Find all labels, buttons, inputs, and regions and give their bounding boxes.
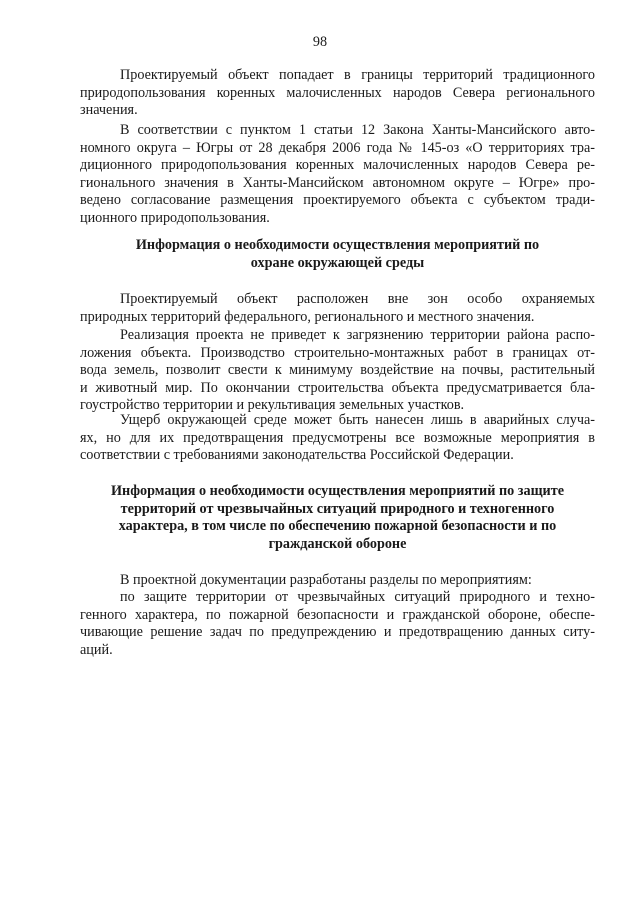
text-line: ционного природопользования. [80,209,270,226]
text-line: номного округа – Югры от 28 декабря 2006 года № 145-оз «О территориях тра- [80,139,595,156]
heading-line: гражданской обороне [268,535,407,552]
page-number: 98 [312,34,328,50]
heading-emergency-protection [80,483,595,553]
text-line: В соответствии с пунктом 1 статьи 12 Закона Ханты-Мансийского авто- [120,122,595,138]
text-line: В проектной документации разработаны разделы по мероприятиям: [120,572,532,588]
text-line: Проектируемый объект попадает в границы территорий традиционного [120,67,595,83]
text-line: гионального значения в Ханты-Мансийском автономном округе – Югре» про- [80,174,595,191]
text-line: ях, но для их предотвращения предусмотрены все возможные мероприятия в [80,429,595,446]
text-line: ложения объекта. Производство строительно-монтажных работ в границах от- [80,344,595,361]
text-line: Реализация проекта не приведет к загрязнению территории района распо- [120,327,595,343]
text-line: Проектируемый объект расположен вне зон особо охраняемых [120,291,595,307]
text-line: Ущерб окружающей среде может быть нанесен лишь в аварийных случа- [120,412,595,428]
text-line: диционного природопользования коренных малочисленных народов Севера ре- [80,157,595,173]
text-line: значения. [80,102,138,118]
text-line: вода земель, позволит свести к минимуму воздействие на почвы, растительный [80,362,595,378]
text-line: ведено согласование размещения проектируемого объекта с субъектом тради- [80,192,595,208]
text-line: соответствии с требованиями законодательства Российской Федерации. [80,447,514,463]
text-line: природных территорий федерального, регионального и местного значения. [80,308,535,325]
paragraph-protected-areas [80,291,595,326]
text-line: чивающие решение задач по предупреждению и предотвращению данных ситу- [80,624,595,640]
heading-line: Информация о необходимости осуществления мероприятий по защите [110,483,564,499]
heading-line: Информация о необходимости осуществления мероприятий по [135,237,540,253]
paragraph-traditional-territories [80,67,595,120]
heading-line: охране окружающей среды [250,254,425,271]
paragraph-environmental-damage [80,412,595,465]
paragraph-emergency-measures [80,589,595,659]
text-line: по защите территории от чрезвычайных ситуаций природного и техно- [120,589,595,605]
text-line: и животный мир. По окончании строительства объекта предусматривается бла- [80,379,595,396]
paragraph-law-reference [80,122,595,227]
paragraph-project-implementation [80,327,595,415]
heading-line: характера, в том числе по обеспечению пожарной безопасности и по [118,518,557,534]
text-line: аций. [80,641,113,658]
text-line: природопользования коренных малочисленных народов Севера регионального [80,84,595,101]
paragraph-design-sections [80,572,595,590]
heading-line: территорий от чрезвычайных ситуаций природного и техногенного [120,500,555,517]
heading-environmental-protection [80,237,595,272]
text-line: гоустройство территории и рекультивация земельных участков. [80,397,465,413]
text-line: генного характера, по пожарной безопасности и гражданской обороне, обеспе- [80,606,595,623]
